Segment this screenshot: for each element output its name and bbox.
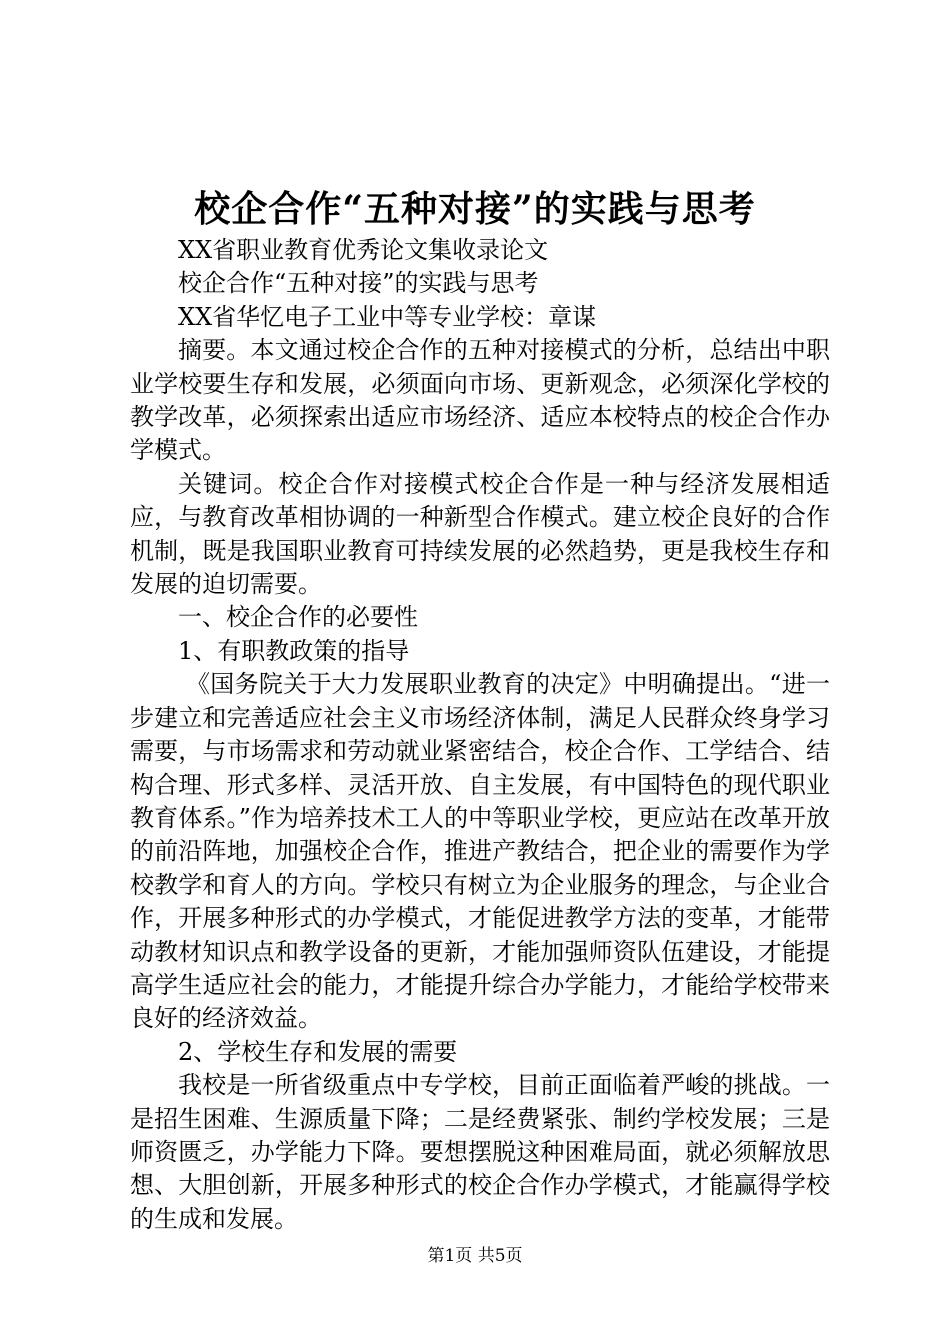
document-title: 校企合作“五种对接”的实践与思考 bbox=[194, 188, 756, 230]
section-heading-1: 一、校企合作的必要性 bbox=[178, 603, 418, 632]
abstract-paragraph: 摘要。本文通过校企合作的五种对接模式的分析，总结出中职业学校要生存和发展，必须面向市场、更新观念，必须深化学校的教学改革，必须探索出适应市场经济、适应本校特点的校企合作办学模式。 bbox=[130, 336, 830, 465]
subsection-heading-2: 2、学校生存和发展的需要 bbox=[178, 1037, 458, 1066]
document-body bbox=[130, 234, 830, 1236]
page-number-footer: 第1页 共5页 bbox=[427, 1246, 523, 1266]
subsection-heading-1: 1、有职教政策的指导 bbox=[178, 636, 410, 665]
keywords-paragraph: 关键词。校企合作对接模式校企合作是一种与经济发展相适应，与教育改革相协调的一种新型合作模式。建立校企良好的合作机制，既是我国职业教育可持续发展的必然趋势，更是我校生存和发展的迫切需要。 bbox=[130, 469, 830, 599]
paper-title-line: 校企合作“五种对接”的实践与思考 bbox=[178, 269, 539, 298]
school-needs-paragraph: 我校是一所省级重点中专学校，目前正面临着严峻的挑战。一是招生困难、生源质量下降；二是经费紧张、制约学校发展；三是师资匮乏，办学能力下降。要想摆脱这种困难局面，就必须解放思想、大胆创新，开展多种形式的校企合作办学模式，才能赢得学校的生成和发展。 bbox=[130, 1071, 830, 1233]
author-line: XX省华忆电子工业中等专业学校：章谋 bbox=[178, 302, 597, 331]
collection-note: XX省职业教育优秀论文集收录论文 bbox=[178, 236, 549, 264]
policy-paragraph: 《国务院关于大力发展职业教育的决定》中明确提出。“进一步建立和完善适应社会主义市场经济体制，满足人民群众终身学习需要，与市场需求和劳动就业紧密结合，校企合作、工学结合、结构合理、形式多样、灵活开放、自主发展，有中国特色的现代职业教育体系。”作为培养技术工人的中等职业学校，更应站在改革开放的前沿阵地，加强校企合作，推进产教结合，把企业的需要作为学校教学和育人的方向。学校只有树立为企业服务的理念，与企业合作，开展多种形式的办学模式，才能促进教学方法的变革，才能带动教材知识点和教学设备的更新，才能加强师资队伍建设，才能提高学生适应社会的能力，才能提升综合办学能力，才能给学校带来良好的经济效益。 bbox=[130, 670, 830, 1033]
